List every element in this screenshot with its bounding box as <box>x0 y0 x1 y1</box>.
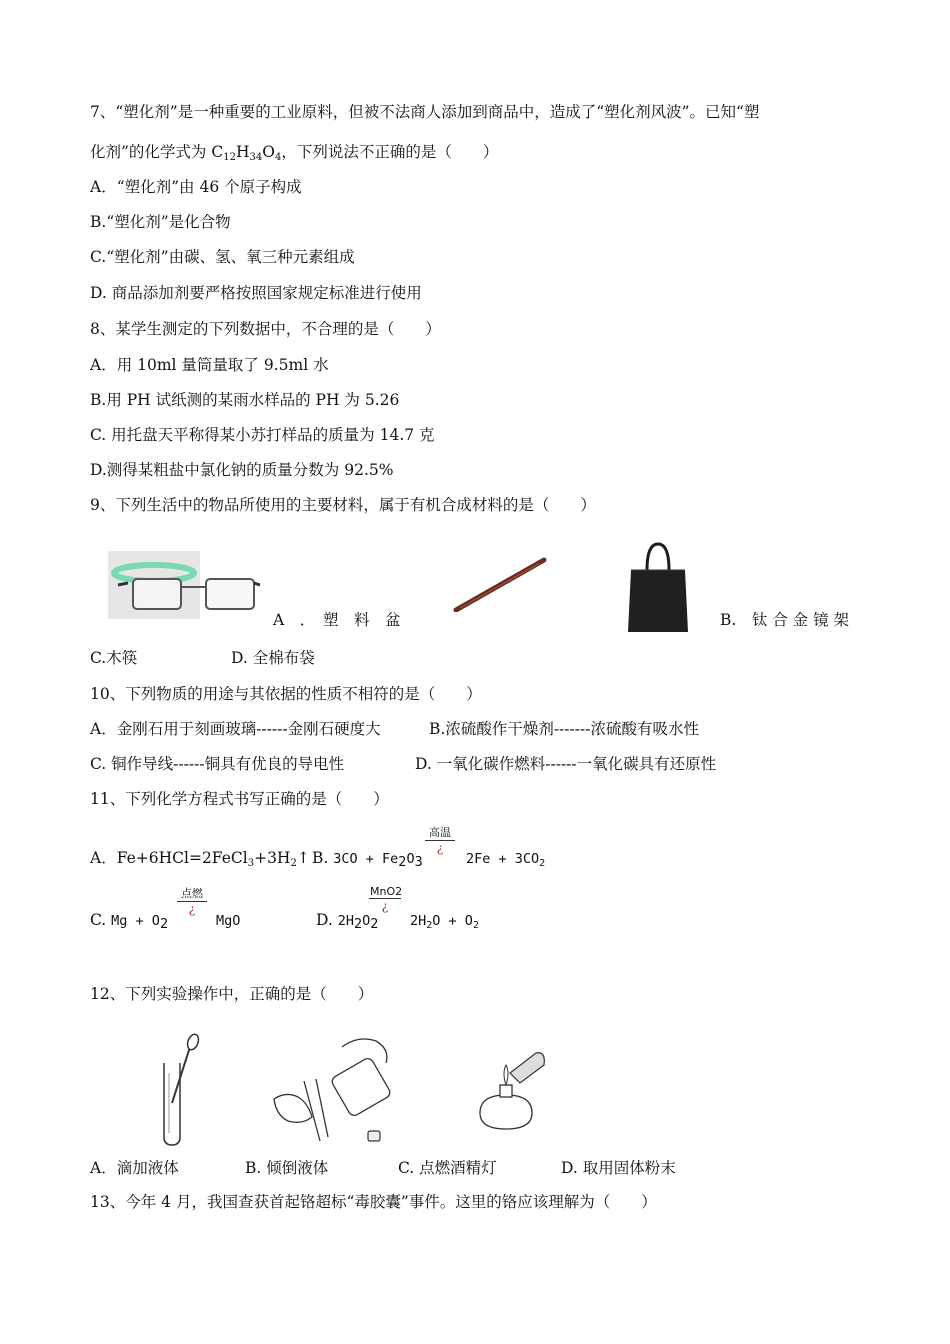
formula-sub: 2 <box>398 854 407 870</box>
q11-option-a <box>90 848 310 868</box>
q10-stem: 10、下列物质的用途与其依据的性质不相符的是（ ） <box>90 685 482 703</box>
condition-text: 高温 <box>425 824 455 841</box>
q12-stem: 12、下列实验操作中，正确的是（ ） <box>90 985 374 1003</box>
eq-b-right: 2Fe + 3CO <box>466 851 540 867</box>
q11-b-condition <box>425 824 455 855</box>
formula-sub: 3 <box>414 854 423 870</box>
q7-text: 化剂”的化学式为 C <box>90 143 224 161</box>
formula-sub: 2 <box>290 858 297 869</box>
q11-option-c-right: MgO <box>216 913 241 929</box>
q10-option-b: B.浓硫酸作干燥剂-------浓硫酸有吸水性 <box>429 720 699 738</box>
eq-b-left: 3CO + Fe <box>333 851 399 867</box>
condition-text: 点燃 <box>177 885 207 902</box>
q9-stem: 9、下列生活中的物品所使用的主要材料，属于有机合成材料的是（ ） <box>90 496 596 514</box>
q8-option-c: C. 用托盘天平称得某小苏打样品的质量为 14.7 克 <box>90 426 435 444</box>
eq-a-text: +3H <box>254 849 291 867</box>
cotton-bag-image <box>625 540 691 634</box>
option-label: C. <box>90 911 107 929</box>
q9-option-d: D. 全棉布袋 <box>231 649 315 667</box>
q11-option-d-left <box>316 910 378 931</box>
q7-option-a: A．“塑化剂”由 46 个原子构成 <box>90 178 302 196</box>
chopstick-image <box>452 556 548 612</box>
formula-o: O <box>262 143 275 161</box>
formula-sub: 3 <box>247 858 255 869</box>
q7-text-suffix: ，下列说法不正确的是（ ） <box>281 143 499 161</box>
q8-option-d: D.测得某粗盐中氯化钠的质量分数为 92.5% <box>90 461 394 479</box>
q10-option-d: D. 一氧化碳作燃料------一氧化碳具有还原性 <box>415 755 717 773</box>
q7-stem-line2 <box>90 142 498 162</box>
q12-option-a: A．滴加液体 <box>90 1159 179 1177</box>
q7-option-b: B.“塑化剂”是化合物 <box>90 213 231 231</box>
q11-option-d-right <box>410 911 479 931</box>
formula-h: H <box>235 143 250 161</box>
option-label: B. <box>312 849 329 867</box>
formula-sub: 12 <box>223 152 236 163</box>
condition-mark: ¿ <box>436 841 444 855</box>
formula-sub: 34 <box>249 152 263 163</box>
pouring-liquid-image <box>268 1033 396 1145</box>
q9-option-c: C.木筷 <box>90 649 138 667</box>
q11-option-b-right <box>466 849 545 869</box>
q9-option-a: A ． 塑 料 盆 <box>273 611 401 629</box>
q11-option-c-left <box>90 910 168 931</box>
eq-d-right: O + O <box>432 913 473 929</box>
q11-option-b-left <box>312 848 423 869</box>
q12-option-d: D. 取用固体粉末 <box>561 1159 676 1177</box>
q8-option-b: B.用 PH 试纸测的某雨水样品的 PH 为 5.26 <box>90 391 400 409</box>
glasses-basin-image <box>108 551 263 621</box>
formula-sub: 2 <box>159 916 169 932</box>
q8-stem: 8、某学生测定的下列数据中，不合理的是（ ） <box>90 320 441 338</box>
gas-arrow: ↑ <box>296 849 310 867</box>
formula-sub: 2 <box>426 920 433 931</box>
q11-d-condition <box>369 885 401 913</box>
eq-d-left: 2H <box>337 913 355 929</box>
formula-sub: 4 <box>274 152 282 163</box>
eq-d-right: 2H <box>410 913 427 929</box>
q11-c-condition <box>177 885 207 916</box>
condition-text: MnO2 <box>370 885 403 898</box>
q8-option-a: A．用 10ml 量筒量取了 9.5ml 水 <box>90 356 329 374</box>
formula-sub: 2 <box>472 920 479 931</box>
q10-option-a: A．金刚石用于刻画玻璃------金刚石硬度大 <box>90 720 381 738</box>
formula-sub: 2 <box>539 858 546 869</box>
condition-mark: ¿ <box>381 899 389 913</box>
q12-option-b: B. 倾倒液体 <box>245 1159 329 1177</box>
condition-mark: ¿ <box>188 902 196 916</box>
q13-stem: 13、今年 4 月，我国查获首起铬超标“毒胶囊”事件。这里的铬应该理解为（ ） <box>90 1193 657 1211</box>
eq-d-o: O <box>362 913 371 929</box>
q10-option-c: C. 铜作导线------铜具有优良的导电性 <box>90 755 345 773</box>
dropper-test-tube-image <box>150 1033 206 1147</box>
q7-option-c: C.“塑化剂”由碳、氢、氧三种元素组成 <box>90 248 355 266</box>
q9-option-b: B. 钛 合 金 镜 架 <box>720 611 850 629</box>
q12-option-c: C. 点燃酒精灯 <box>398 1159 497 1177</box>
q7-option-d: D. 商品添加剂要严格按照国家规定标准进行使用 <box>90 284 422 302</box>
q7-stem-line1: 7、“塑化剂”是一种重要的工业原料，但被不法商人添加到商品中，造成了“塑化剂风波”。已知“塑 <box>90 103 760 121</box>
eq-a-text: A．Fe+6HCl=2FeCl <box>90 849 248 867</box>
alcohol-lamp-image <box>470 1043 550 1135</box>
eq-c-left: Mg + O <box>111 913 160 929</box>
eq-b-o: O <box>406 851 415 867</box>
formula-sub: 2 <box>354 916 363 932</box>
q11-stem: 11、下列化学方程式书写正确的是（ ） <box>90 790 389 808</box>
formula-sub: 2 <box>370 916 379 932</box>
option-label: D. <box>316 911 333 929</box>
